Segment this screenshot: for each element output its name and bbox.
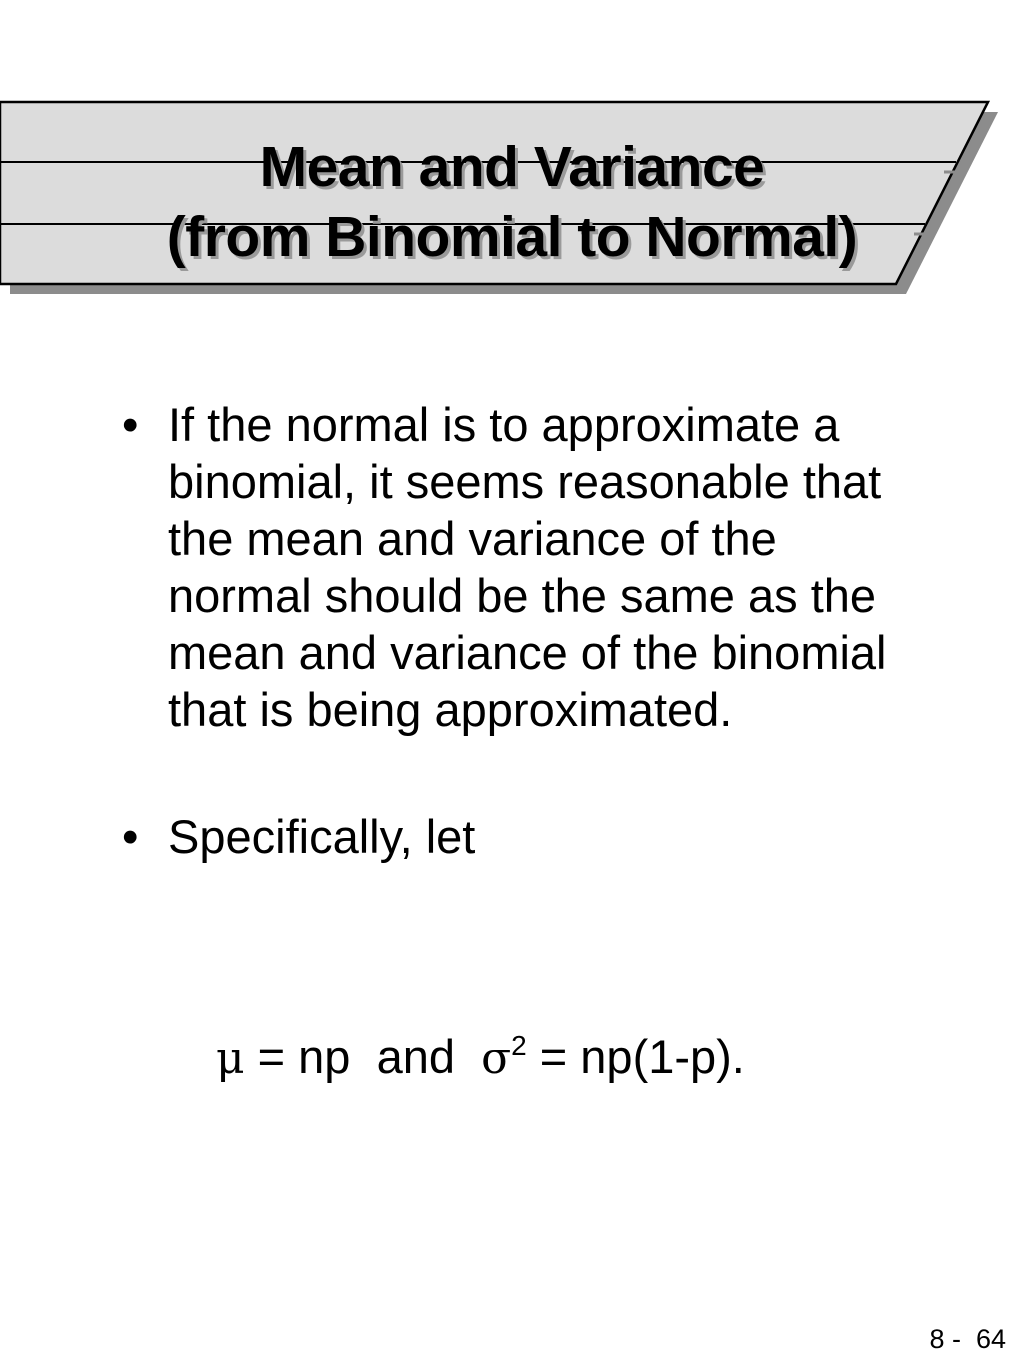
bullet-text: Specifically, let	[168, 810, 476, 863]
bullet-marker: •	[122, 398, 139, 451]
sigma-symbol: σ	[481, 1033, 512, 1084]
slide-title	[0, 132, 1024, 272]
bullet-marker: •	[122, 810, 139, 863]
bullet-list	[122, 396, 912, 865]
slide-title-line-1: Mean and Variance	[259, 135, 765, 199]
mu-symbol: μ	[216, 1033, 245, 1084]
formula	[216, 1028, 745, 1087]
slide-number: 8 - 64	[929, 1324, 1006, 1354]
title-banner	[0, 96, 1010, 296]
sigma-exponent: 2	[511, 1030, 527, 1061]
formula-part-1: = np and	[244, 1030, 482, 1083]
bullet-text: If the normal is to approximate a binomial, it seems reasonable that the mean and variance of the normal should be the same as the mean and variance of the binomial that is being approximated.	[168, 398, 887, 736]
formula-part-2: = np(1-p).	[526, 1030, 745, 1083]
bullet-item	[122, 396, 912, 738]
slide-title-line-2: (from Binomial to Normal)	[166, 205, 858, 269]
bullet-item	[122, 808, 912, 865]
